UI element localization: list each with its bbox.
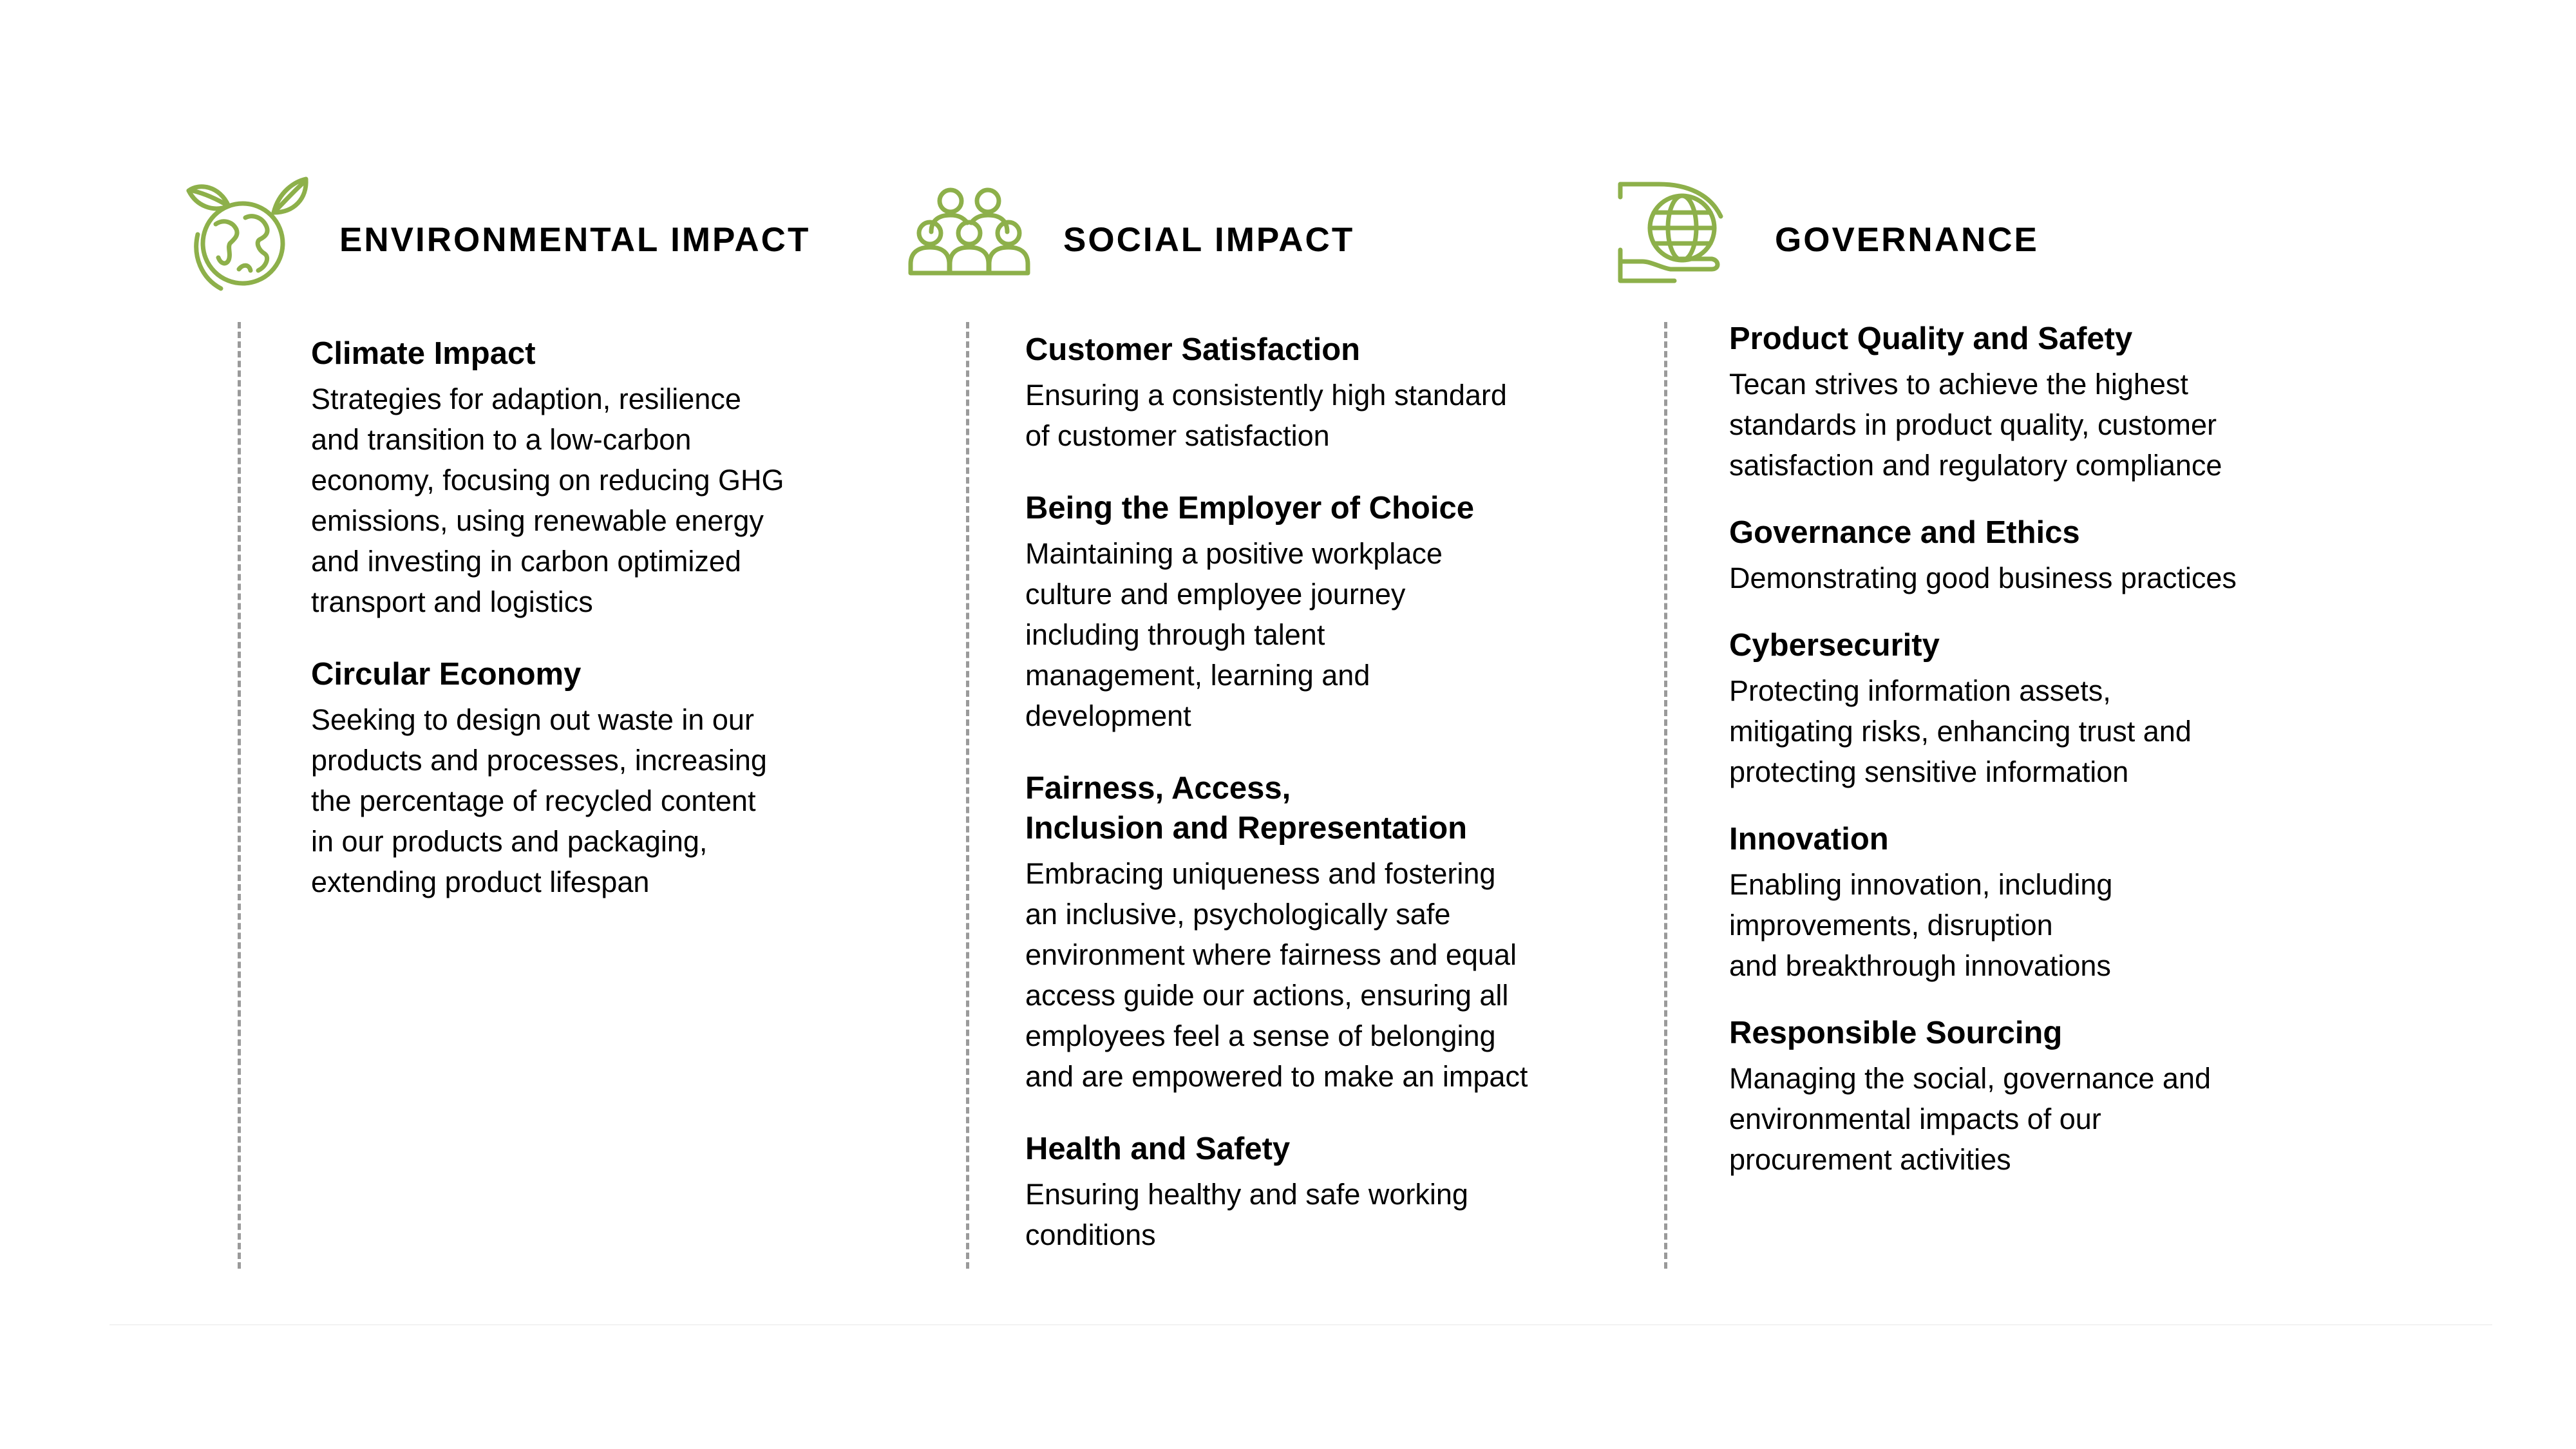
item-title: Customer Satisfaction — [1025, 332, 1361, 367]
item-description: Embracing uniqueness and fostering an inclusive, psychologically safe environment where fairness and equal access guide our actions, ensuring all employees feel a sense of belonging and are empowered to make an impact — [1025, 857, 1528, 1093]
list-item — [1729, 819, 2373, 986]
list-item — [311, 334, 891, 622]
item-title: Product Quality and Safety — [1729, 321, 2133, 356]
column-title: ENVIRONMENTAL IMPACT — [339, 221, 811, 259]
list-item — [1025, 330, 1643, 456]
item-title: Climate Impact — [311, 336, 536, 371]
item-title: Circular Economy — [311, 657, 582, 692]
item-description: Protecting information assets, mitigating risks, enhancing trust and protecting sensitive information — [1729, 674, 2192, 788]
divider — [238, 322, 241, 1269]
item-description: Tecan strives to achieve the highest standards in product quality, customer satisfaction and regulatory compliance — [1729, 368, 2222, 482]
item-title: Innovation — [1729, 822, 1889, 857]
environmental-impact-column — [0, 0, 902, 1449]
list-item — [1729, 625, 2373, 792]
list-item — [1729, 319, 2373, 486]
list-item — [1025, 768, 1643, 1097]
item-title: Health and Safety — [1025, 1132, 1291, 1166]
item-description: Maintaining a positive workplace culture and employee journey including through talent management, learning and development — [1025, 537, 1443, 732]
item-list — [1729, 319, 2373, 1207]
footer-divider — [109, 1324, 2492, 1325]
item-description: Managing the social, governance and environmental impacts of our procurement activities — [1729, 1062, 2211, 1176]
item-list — [311, 334, 891, 934]
governance-column — [1610, 0, 2576, 1449]
item-description: Ensuring healthy and safe working conditions — [1025, 1178, 1468, 1251]
item-title: Being the Employer of Choice — [1025, 491, 1474, 526]
list-item — [1025, 1129, 1643, 1255]
social-impact-column — [902, 0, 1610, 1449]
hand-globe-icon — [1616, 179, 1726, 285]
item-description: Ensuring a consistently high standard of customer satisfaction — [1025, 379, 1507, 452]
list-item — [311, 654, 891, 902]
item-description: Demonstrating good business practices — [1729, 562, 2237, 594]
list-item — [1729, 1013, 2373, 1180]
item-title: Cybersecurity — [1729, 628, 1940, 663]
item-title: Responsible Sourcing — [1729, 1016, 2063, 1050]
globe-leaves-icon — [184, 173, 309, 295]
list-item — [1729, 513, 2373, 598]
item-description: Seeking to design out waste in our products and processes, increasing the percentage of recycled content in our products and packaging, extending product lifespan — [311, 703, 767, 898]
column-title: GOVERNANCE — [1775, 221, 2039, 259]
item-description: Enabling innovation, including improvements, disruption and breakthrough innovations — [1729, 868, 2113, 982]
item-title: Fairness, Access, Inclusion and Representation — [1025, 771, 1468, 846]
list-item — [1025, 488, 1643, 736]
divider — [966, 322, 969, 1269]
item-title: Governance and Ethics — [1729, 515, 2080, 550]
people-group-icon — [908, 187, 1030, 277]
item-list — [1025, 330, 1643, 1287]
item-description: Strategies for adaption, resilience and transition to a low-carbon economy, focusing on reducing GHG emissions, using renewable energy and investing in carbon optimized transport and logistics — [311, 383, 784, 618]
column-title: SOCIAL IMPACT — [1063, 221, 1355, 259]
divider — [1664, 322, 1667, 1269]
